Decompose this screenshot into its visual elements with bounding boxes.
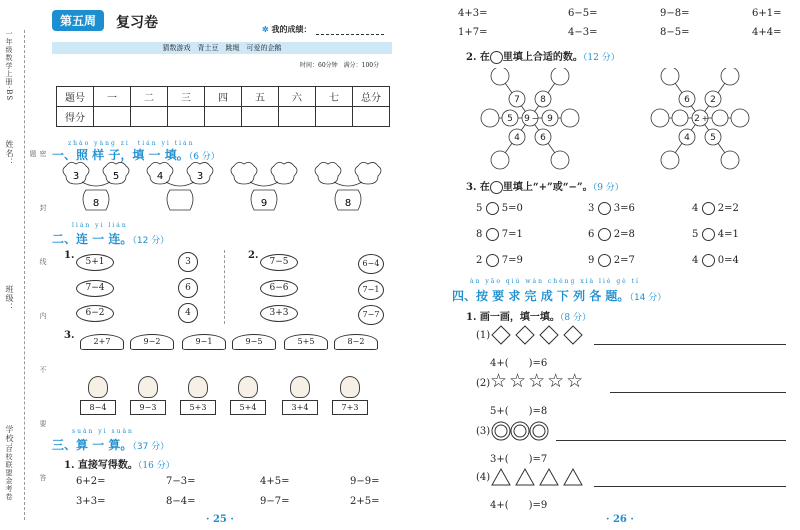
vase-value: 8 <box>92 198 100 209</box>
mouse-expression[interactable]: 8−2 <box>334 334 378 350</box>
draw-equation[interactable]: 4+( )=9 <box>490 500 548 511</box>
apple-expression[interactable]: 7−7 <box>358 305 384 325</box>
score-cell[interactable] <box>316 107 353 127</box>
child-figure-icon <box>238 376 258 398</box>
calc-item[interactable]: 9−7= <box>260 496 290 507</box>
sec4-pinyin: àn yāo qiú wán chéng xià liè gè tí <box>470 278 640 285</box>
child-figure-icon <box>188 376 208 398</box>
mouse-expression[interactable]: 5+5 <box>284 334 328 350</box>
score-header: 三 <box>168 87 205 107</box>
op-item[interactable]: 8 7=1 <box>476 229 523 240</box>
score-line <box>316 34 384 35</box>
child-card[interactable]: 7+3 <box>332 400 368 415</box>
star1-center: 9 <box>524 114 530 124</box>
draw-equation[interactable]: 4+( )=6 <box>490 358 548 369</box>
score-cell[interactable] <box>353 107 390 127</box>
score-header: 一 <box>94 87 131 107</box>
draw-equation[interactable]: 5+( )=8 <box>490 406 548 417</box>
draw-line[interactable] <box>594 486 786 487</box>
topics-bar: 猜数游戏 背土豆 跳绳 可爱的企鹅 <box>52 42 392 54</box>
score-header: 二 <box>131 87 168 107</box>
calc-item[interactable]: 3+3= <box>76 496 106 507</box>
op-item[interactable]: 4 0=4 <box>692 255 739 266</box>
flower-vase-1 <box>63 162 129 210</box>
op-item[interactable]: 6 2=8 <box>588 229 635 240</box>
apple-expression[interactable]: 7−1 <box>358 280 384 300</box>
score-header: 五 <box>242 87 279 107</box>
star1-down-right: 6 <box>540 133 546 143</box>
sec2-q2-no: 2. <box>248 250 259 261</box>
star2-down-right: 5 <box>710 133 716 143</box>
expression-pill[interactable]: 6−2 <box>76 305 114 322</box>
draw-line[interactable] <box>610 392 786 393</box>
divider <box>224 250 225 324</box>
calc-item[interactable]: 6+1= <box>752 8 782 19</box>
op-item[interactable]: 3 3=6 <box>588 203 635 214</box>
sec1-pinyin: zhào yàng zi tián yi tián <box>68 140 195 147</box>
score-header: 总分 <box>353 87 390 107</box>
expression-pill[interactable]: 3+3 <box>260 305 298 322</box>
apple-answer[interactable]: 4 <box>178 303 198 323</box>
star1-mid-left: 5 <box>507 114 513 124</box>
op-item[interactable]: 4 2=2 <box>692 203 739 214</box>
time-info: 时间：60分钟 满分：100分 <box>300 62 380 69</box>
op-item[interactable]: 5 4=1 <box>692 229 739 240</box>
flower-vases <box>56 162 396 218</box>
draw-row-label: (3) <box>476 426 491 437</box>
score-cell[interactable] <box>131 107 168 127</box>
star-icon: ✲ <box>262 24 269 34</box>
number-star-2 <box>651 68 749 169</box>
circle-icon <box>490 51 503 64</box>
child-card[interactable]: 3+4 <box>282 400 318 415</box>
score-cell[interactable] <box>242 107 279 127</box>
sec2-q3-no: 3. <box>64 330 75 341</box>
expression-pill[interactable]: 7−5 <box>260 254 298 271</box>
child-figure-icon <box>88 376 108 398</box>
apple-answer[interactable]: 6 <box>178 278 198 298</box>
flower-right-value: 3 <box>196 171 204 182</box>
child-card[interactable]: 5+4 <box>230 400 266 415</box>
sec4-title: 四、按 要 求 完 成 下 列 各 题。（14 分） <box>452 289 667 303</box>
circle-icon <box>490 181 503 194</box>
score-cell[interactable] <box>94 107 131 127</box>
number-star-1 <box>481 68 579 169</box>
star1-down-left: 4 <box>514 133 520 143</box>
sec3-pinyin: suàn yi suàn <box>72 428 134 435</box>
class-label: 班级： <box>5 285 14 312</box>
q4-1-title: 1. 画一画，填一填。（8 分） <box>466 312 592 323</box>
star-outline-icons: ☆☆☆☆☆ <box>490 370 586 392</box>
calc-item[interactable]: 4+4= <box>752 27 782 38</box>
sec1-title: 一、照 样 子，填 一 填。（6 分） <box>52 148 220 162</box>
flower-vase-3 <box>231 162 297 210</box>
page-number-right: · 26 · <box>606 514 634 525</box>
star1-operator: − <box>531 114 539 123</box>
op-item[interactable]: 5 5=0 <box>476 203 523 214</box>
child-card[interactable]: 8−4 <box>80 400 116 415</box>
score-header: 四 <box>205 87 242 107</box>
diamond-icons <box>490 324 590 346</box>
mouse-expression[interactable]: 2+7 <box>80 334 124 350</box>
draw-equation[interactable]: 3+( )=7 <box>490 454 548 465</box>
star2-up-left: 6 <box>684 95 690 105</box>
draw-line[interactable] <box>556 440 786 441</box>
star2-up-right: 2 <box>710 95 716 105</box>
expression-pill[interactable]: 7−4 <box>76 280 114 297</box>
sec2-pinyin: lián yi lián <box>72 222 128 229</box>
star1-up-left: 7 <box>514 95 520 105</box>
apple-expression[interactable]: 6−4 <box>358 254 384 274</box>
mouse-expression[interactable]: 9−5 <box>232 334 276 350</box>
sec3-title: 三、算 一 算。（37 分） <box>52 438 170 452</box>
calc-item[interactable]: 9−8= <box>660 8 690 19</box>
score-table <box>56 86 390 127</box>
my-score-label: ✲ 我的成绩： <box>262 24 312 34</box>
flower-left-value: 3 <box>72 171 80 182</box>
name-label: 姓名： <box>5 140 14 167</box>
school-label: 学校： <box>5 425 14 452</box>
draw-row-label: (2) <box>476 378 491 389</box>
mouse-expression[interactable]: 9−1 <box>182 334 226 350</box>
sec2-q1-no: 1. <box>64 250 75 261</box>
op-item[interactable]: 9 2=7 <box>588 255 635 266</box>
calc-item[interactable]: 6−5= <box>568 8 598 19</box>
child-figure-icon <box>290 376 310 398</box>
calc-item[interactable]: 1+7= <box>458 27 488 38</box>
child-card[interactable]: 5+3 <box>180 400 216 415</box>
calc-item[interactable]: 8−5= <box>660 27 690 38</box>
fold-warning: 密 封 线 内 不 要 答 题 <box>29 150 47 528</box>
calc-item[interactable]: 8−4= <box>166 496 196 507</box>
draw-row-label: (4) <box>476 472 491 483</box>
apple-answer[interactable]: 3 <box>178 252 198 272</box>
binding-sidebar <box>0 0 46 530</box>
triangle-icons <box>490 466 590 488</box>
q2-title: 2. 在 里填上合适的数。（12 分） <box>466 52 620 63</box>
score-header: 六 <box>279 87 316 107</box>
calc-item[interactable]: 4−3= <box>568 27 598 38</box>
sec2-title: 二、连 一 连。（12 分） <box>52 232 170 246</box>
child-figure-icon <box>340 376 360 398</box>
calc-item[interactable]: 4+5= <box>260 476 290 487</box>
flower-vase-4 <box>315 162 381 210</box>
star1-mid-right: 9 <box>547 114 553 124</box>
mouse-expression[interactable]: 9−2 <box>130 334 174 350</box>
star1-up-right: 8 <box>540 95 546 105</box>
book-label: 一年级数学上册·BS <box>5 30 13 102</box>
op-item[interactable]: 2 7=9 <box>476 255 523 266</box>
page-number-left: · 25 · <box>206 514 234 525</box>
vase-value: 8 <box>344 198 352 209</box>
score-header: 题号 <box>57 87 94 107</box>
child-figure-icon <box>138 376 158 398</box>
star2-down-left: 4 <box>684 133 690 143</box>
number-stars <box>470 68 790 172</box>
calc-item[interactable]: 2+5= <box>350 496 380 507</box>
series-label: 百校联盟金考卷 <box>5 445 13 501</box>
flower-vase-2 <box>147 162 213 210</box>
score-cell[interactable] <box>279 107 316 127</box>
expression-pill[interactable]: 5+1 <box>76 254 114 271</box>
star2-center: 2 <box>694 114 700 124</box>
week-badge: 第五周 <box>52 10 104 31</box>
fold-line <box>24 30 25 520</box>
flower-left-value: 4 <box>156 171 164 182</box>
double-ring-icons <box>490 420 552 442</box>
calc-item[interactable]: 4+3= <box>458 8 488 19</box>
calc-item[interactable]: 7−3= <box>166 476 196 487</box>
vase-value: 9 <box>260 198 268 209</box>
score-cell[interactable] <box>205 107 242 127</box>
star2-operator: + <box>701 114 709 123</box>
expression-pill[interactable]: 6−6 <box>260 280 298 297</box>
q3-title: 3. 在 里填上“+”或“−”。（9 分） <box>466 182 624 193</box>
score-cell[interactable] <box>168 107 205 127</box>
score-row-label: 得分 <box>57 107 94 127</box>
calc-item[interactable]: 9−9= <box>350 476 380 487</box>
child-card[interactable]: 9−3 <box>130 400 166 415</box>
calc-item[interactable]: 6+2= <box>76 476 106 487</box>
score-header: 七 <box>316 87 353 107</box>
draw-line[interactable] <box>594 344 786 345</box>
draw-row-label: (1) <box>476 330 491 341</box>
page-title: 复习卷 <box>116 15 158 31</box>
sec3-q1: 1. 直接写得数。（16 分） <box>64 460 175 471</box>
flower-right-value: 5 <box>112 171 120 182</box>
